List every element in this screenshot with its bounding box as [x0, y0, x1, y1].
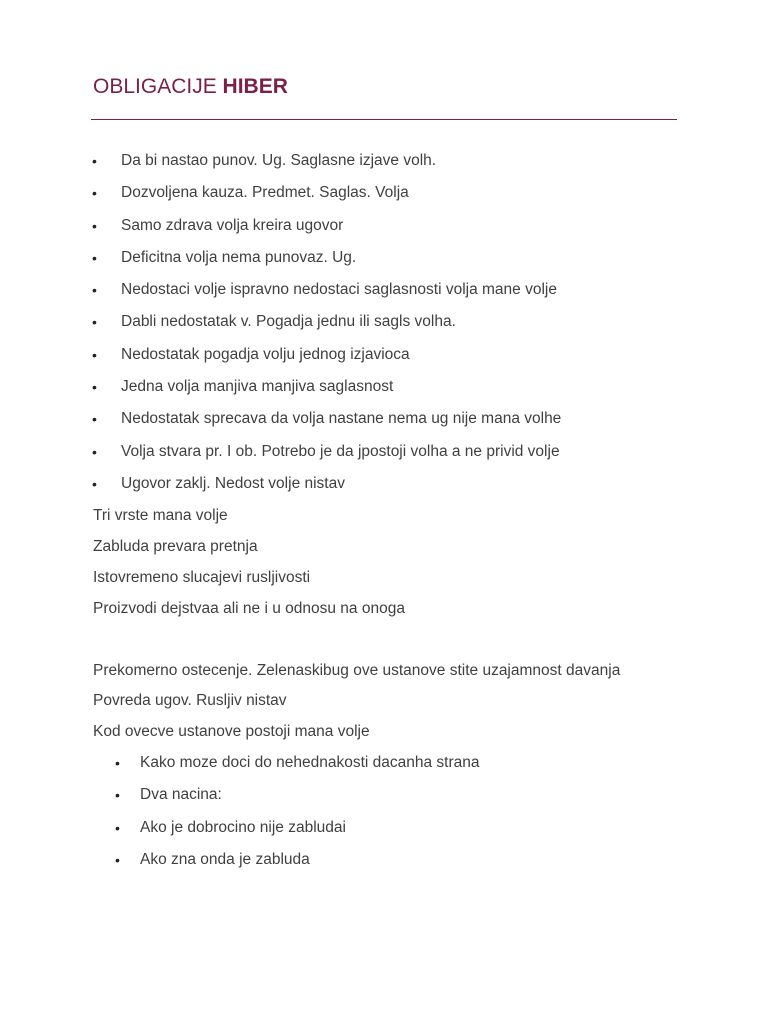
list-item-text: Ako je dobrocino nije zabludai: [140, 818, 346, 836]
list-item-text: Volja stvara pr. I ob. Potrebo je da jpostoji volha a ne privid volje: [121, 442, 560, 460]
list-item-text: Nedostaci volje ispravno nedostaci saglasnosti volja mane volje: [121, 281, 557, 299]
list-item: [0, 374, 768, 406]
bullet-icon: •: [92, 282, 97, 299]
list-item: [0, 180, 768, 212]
bullet-icon: •: [115, 819, 120, 836]
list-item-text: Samo zdrava volja kreira ugovor: [121, 216, 344, 234]
bullet-icon: •: [115, 787, 120, 804]
bullet-list-1: [0, 148, 768, 503]
list-item-text: Kako moze doci do nehednakosti dacanha strana: [140, 754, 480, 771]
paragraph: Zabluda prevara pretnja: [93, 538, 258, 555]
list-item-text: Ako zna onda je zabluda: [140, 850, 310, 868]
bullet-icon: •: [92, 443, 97, 460]
bullet-icon: •: [115, 851, 120, 868]
paragraph: Proizvodi dejstvaa ali ne i u odnosu na onoga: [93, 600, 405, 617]
list-item: [0, 439, 768, 471]
list-item: [0, 213, 768, 245]
paragraph-wrapped: Prekomerno ostecenje. Zelenaskibug ove ustanove stite uzajamnost davanja: [93, 662, 621, 679]
paragraph: Kod ovecve ustanove postoji mana volje: [93, 723, 370, 740]
empty-line: [93, 627, 693, 659]
bullet-icon: •: [92, 249, 97, 266]
bullet-icon: •: [92, 217, 97, 234]
list-item: [0, 406, 768, 438]
bullet-icon: •: [92, 379, 97, 396]
bullet-icon: •: [92, 153, 97, 169]
title-divider: [91, 119, 677, 120]
list-item: [0, 471, 768, 503]
list-item-text: Dabli nedostatak v. Pogadja jednu ili sagls volha.: [121, 313, 456, 331]
list-item: [0, 277, 768, 309]
paragraph: Povreda ugov. Rusljiv nistav: [93, 692, 287, 709]
bullet-icon: •: [92, 411, 97, 428]
bullet-icon: •: [115, 755, 120, 771]
page-title: [93, 74, 288, 100]
list-item: [93, 750, 693, 782]
paragraph: Istovremeno slucajevi rusljivosti: [93, 569, 311, 586]
bullet-icon: •: [92, 185, 97, 202]
list-item-text: Ugovor zaklj. Nedost volje nistav: [121, 474, 345, 492]
list-item-text: Da bi nastao punov. Ug. Saglasne izjave volh.: [121, 152, 437, 169]
list-item-text: Dva nacina:: [140, 786, 222, 804]
list-item: [93, 815, 693, 847]
list-item-text: Deficitna volja nema punovaz. Ug.: [121, 248, 357, 266]
list-item: [93, 847, 693, 879]
list-item: [0, 309, 768, 341]
list-item: [0, 245, 768, 277]
list-item-text: Nedostatak pogadja volju jednog izjavioca: [121, 345, 410, 363]
title-regular: OBLIGACIJE: [93, 75, 223, 98]
list-item-text: Nedostatak sprecava da volja nastane nema ug nije mana volhe: [121, 410, 562, 428]
bullet-icon: •: [92, 475, 97, 492]
list-item: [0, 148, 768, 180]
bullet-icon: •: [92, 314, 97, 331]
title-bold: HIBER: [222, 75, 288, 98]
bullet-icon: •: [92, 346, 97, 363]
paragraph: Tri vrste mana volje: [93, 507, 228, 524]
list-item-text: Dozvoljena kauza. Predmet. Saglas. Volja: [121, 184, 409, 202]
list-item: [0, 342, 768, 374]
bullet-list-2: [93, 750, 693, 879]
list-item-text: Jedna volja manjiva manjiva saglasnost: [121, 378, 394, 396]
list-item: [93, 782, 693, 814]
body-paragraphs: [93, 503, 693, 879]
